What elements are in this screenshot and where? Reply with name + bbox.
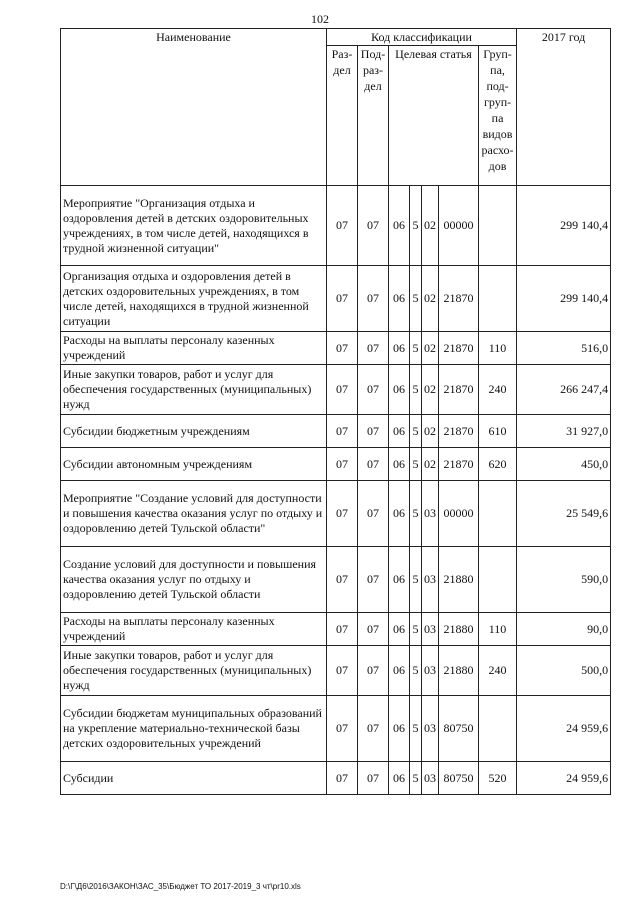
row-target-subprogram: 5: [410, 696, 422, 762]
row-target-activity: 02: [422, 266, 439, 332]
row-target-subprogram: 5: [410, 762, 422, 795]
row-name: Иные закупки товаров, работ и услуг для обеспечения государственных (муниципальных) нужд: [61, 365, 327, 415]
budget-body: [61, 186, 611, 795]
header-year: 2017 год: [517, 29, 611, 186]
row-target-subprogram: 5: [410, 646, 422, 696]
row-amount: 299 140,4: [517, 186, 611, 266]
row-subsection: 07: [358, 332, 389, 365]
row-subsection: 07: [358, 646, 389, 696]
row-target-program: 06: [389, 696, 410, 762]
row-section: 07: [327, 613, 358, 646]
row-subsection: 07: [358, 613, 389, 646]
row-name: Субсидии: [61, 762, 327, 795]
row-section: 07: [327, 696, 358, 762]
header-section: Раз- дел: [327, 46, 358, 186]
row-name: Иные закупки товаров, работ и услуг для обеспечения государственных (муниципальных) нужд: [61, 646, 327, 696]
row-section: 07: [327, 448, 358, 481]
table-row: [61, 332, 611, 365]
table-row: [61, 646, 611, 696]
row-target-program: 06: [389, 365, 410, 415]
row-target-activity: 03: [422, 547, 439, 613]
row-target-program: 06: [389, 448, 410, 481]
row-target-activity: 03: [422, 481, 439, 547]
row-subsection: 07: [358, 266, 389, 332]
table-row: [61, 762, 611, 795]
row-target-subprogram: 5: [410, 266, 422, 332]
row-amount: 24 959,6: [517, 762, 611, 795]
table-row: [61, 696, 611, 762]
row-target-subprogram: 5: [410, 613, 422, 646]
row-subsection: 07: [358, 696, 389, 762]
row-amount: 516,0: [517, 332, 611, 365]
row-subsection: 07: [358, 365, 389, 415]
row-target-program: 06: [389, 415, 410, 448]
row-name: Расходы на выплаты персоналу казенных учреждений: [61, 332, 327, 365]
table-row: [61, 365, 611, 415]
row-name: Субсидии бюджетам муниципальных образований на укрепление материально-технической базы детских оздоровительных учреждений: [61, 696, 327, 762]
table-row: [61, 186, 611, 266]
row-target-direction: 21870: [439, 266, 479, 332]
row-target-activity: 02: [422, 365, 439, 415]
row-target-activity: 02: [422, 332, 439, 365]
row-amount: 90,0: [517, 613, 611, 646]
row-section: 07: [327, 415, 358, 448]
row-subsection: 07: [358, 481, 389, 547]
row-expense-group: 110: [479, 613, 517, 646]
row-target-subprogram: 5: [410, 481, 422, 547]
row-amount: 25 549,6: [517, 481, 611, 547]
row-target-program: 06: [389, 762, 410, 795]
row-name: Создание условий для доступности и повышения качества оказания услуг по отдыху и оздоровлению детей Тульской области: [61, 547, 327, 613]
row-amount: 299 140,4: [517, 266, 611, 332]
row-name: Субсидии бюджетным учреждениям: [61, 415, 327, 448]
table-row: [61, 481, 611, 547]
row-target-program: 06: [389, 646, 410, 696]
row-target-program: 06: [389, 266, 410, 332]
page-number: 102: [311, 12, 329, 26]
row-target-direction: 21870: [439, 332, 479, 365]
row-target-direction: 21880: [439, 547, 479, 613]
header-target-article: Целевая статья: [389, 46, 479, 186]
row-target-activity: 02: [422, 186, 439, 266]
row-section: 07: [327, 332, 358, 365]
row-subsection: 07: [358, 762, 389, 795]
header-subsection: Под- раз- дел: [358, 46, 389, 186]
row-target-program: 06: [389, 547, 410, 613]
row-amount: 266 247,4: [517, 365, 611, 415]
table-row: [61, 415, 611, 448]
budget-table: [60, 28, 611, 795]
table-row: [61, 266, 611, 332]
row-expense-group: 620: [479, 448, 517, 481]
row-amount: 450,0: [517, 448, 611, 481]
row-name: Расходы на выплаты персоналу казенных учреждений: [61, 613, 327, 646]
row-target-program: 06: [389, 613, 410, 646]
row-target-direction: 21870: [439, 365, 479, 415]
row-target-direction: 80750: [439, 696, 479, 762]
header-group: Груп- па, под- груп- па видов расхо- дов: [479, 46, 517, 186]
table-row: [61, 613, 611, 646]
row-amount: 24 959,6: [517, 696, 611, 762]
table-row: [61, 547, 611, 613]
row-name: Субсидии автономным учреждениям: [61, 448, 327, 481]
row-subsection: 07: [358, 448, 389, 481]
row-subsection: 07: [358, 186, 389, 266]
row-expense-group: 610: [479, 415, 517, 448]
row-section: 07: [327, 186, 358, 266]
header-name: Наименование: [61, 29, 327, 186]
row-section: 07: [327, 762, 358, 795]
row-expense-group: 520: [479, 762, 517, 795]
row-target-activity: 03: [422, 696, 439, 762]
row-subsection: 07: [358, 547, 389, 613]
row-amount: 500,0: [517, 646, 611, 696]
row-expense-group: 110: [479, 332, 517, 365]
row-expense-group: [479, 186, 517, 266]
row-target-subprogram: 5: [410, 186, 422, 266]
row-target-subprogram: 5: [410, 547, 422, 613]
row-section: 07: [327, 266, 358, 332]
row-expense-group: 240: [479, 365, 517, 415]
row-target-direction: 80750: [439, 762, 479, 795]
row-target-activity: 03: [422, 613, 439, 646]
row-target-activity: 03: [422, 646, 439, 696]
row-expense-group: [479, 266, 517, 332]
row-target-program: 06: [389, 481, 410, 547]
row-target-activity: 03: [422, 762, 439, 795]
row-name: Организация отдыха и оздоровления детей в детских оздоровительных учреждениях, в том числе детей, находящихся в трудной жизненной ситуации: [61, 266, 327, 332]
row-amount: 31 927,0: [517, 415, 611, 448]
row-target-activity: 02: [422, 448, 439, 481]
row-name: Мероприятие "Организация отдыха и оздоровления детей в детских оздоровительных учреждениях, в том числе детей, находящихся в трудной жизненной ситуации": [61, 186, 327, 266]
row-section: 07: [327, 481, 358, 547]
row-target-direction: 21880: [439, 646, 479, 696]
row-target-subprogram: 5: [410, 332, 422, 365]
row-target-activity: 02: [422, 415, 439, 448]
row-section: 07: [327, 547, 358, 613]
row-target-direction: 21870: [439, 415, 479, 448]
row-target-direction: 00000: [439, 481, 479, 547]
row-target-direction: 21880: [439, 613, 479, 646]
file-path-footer: D:\Г\Д6\2016\ЗАКОН\ЗАС_35\Бюджет ТО 2017-2019_3 чт\pr10.xls: [60, 882, 301, 891]
row-target-direction: 21870: [439, 448, 479, 481]
row-amount: 590,0: [517, 547, 611, 613]
row-target-program: 06: [389, 186, 410, 266]
row-subsection: 07: [358, 415, 389, 448]
row-target-direction: 00000: [439, 186, 479, 266]
row-expense-group: [479, 696, 517, 762]
row-expense-group: [479, 547, 517, 613]
row-target-subprogram: 5: [410, 365, 422, 415]
header-classification: Код классификации: [327, 29, 517, 46]
row-target-program: 06: [389, 332, 410, 365]
row-name: Мероприятие "Создание условий для доступности и повышения качества оказания услуг по отдыху и оздоровлению детей Тульской области": [61, 481, 327, 547]
row-section: 07: [327, 365, 358, 415]
row-expense-group: 240: [479, 646, 517, 696]
row-target-subprogram: 5: [410, 415, 422, 448]
row-expense-group: [479, 481, 517, 547]
table-row: [61, 448, 611, 481]
row-section: 07: [327, 646, 358, 696]
row-target-subprogram: 5: [410, 448, 422, 481]
